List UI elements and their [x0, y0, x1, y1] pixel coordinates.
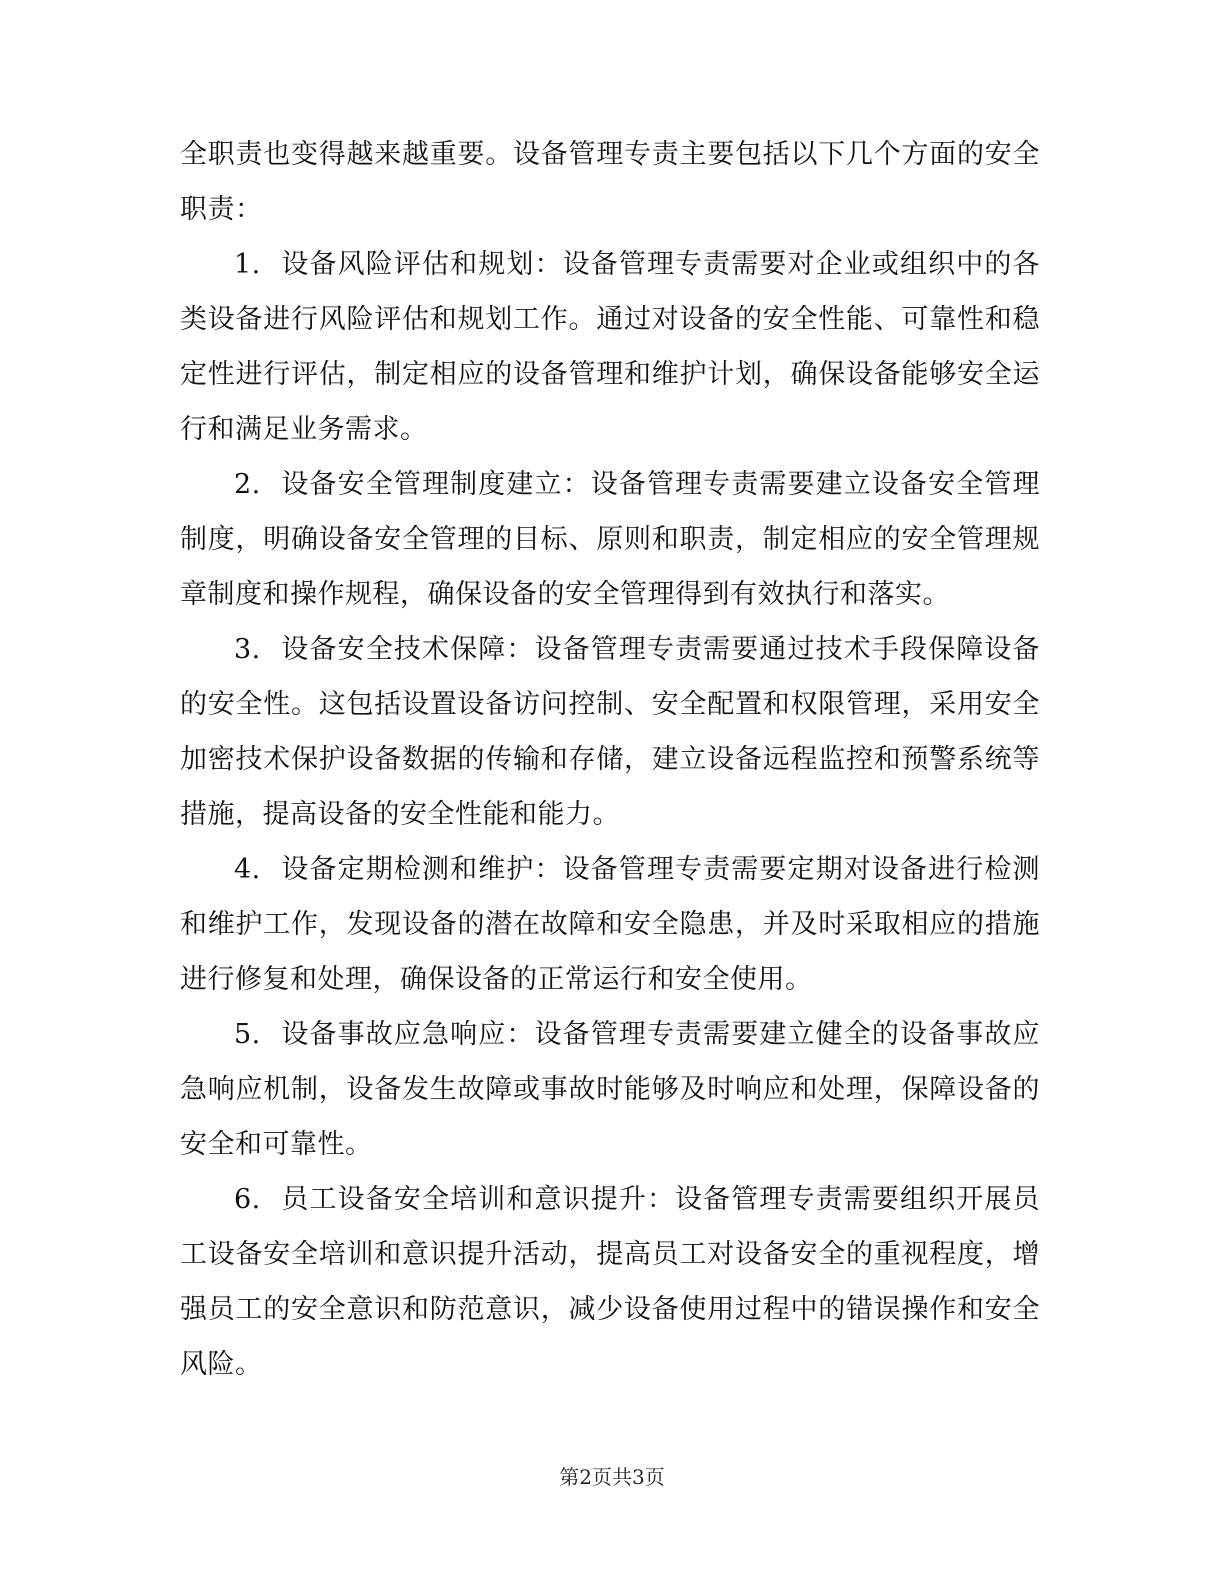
item-text: 设备事故应急响应：设备管理专责需要建立健全的设备事故应急响应机制，设备发生故障或事故时能够及时响应和处理，保障设备的安全和可靠性。 — [180, 1019, 1040, 1160]
intro-paragraph: 全职责也变得越来越重要。设备管理专责主要包括以下几个方面的安全职责： — [180, 139, 1040, 225]
item-text: 设备定期检测和维护：设备管理专责需要定期对设备进行检测和维护工作，发现设备的潜在故障和安全隐患，并及时采取相应的措施进行修复和处理，确保设备的正常运行和安全使用。 — [180, 854, 1040, 995]
document-body — [180, 127, 1040, 1392]
item-text: 设备风险评估和规划：设备管理专责需要对企业或组织中的各类设备进行风险评估和规划工作。通过对设备的安全性能、可靠性和稳定性进行评估，制定相应的设备管理和维护计划，确保设备能够安全运行和满足业务需求。 — [180, 249, 1040, 445]
item-number: 4. — [234, 854, 261, 885]
item-number: 2. — [234, 469, 261, 500]
list-item — [180, 1172, 1040, 1392]
item-text: 设备安全管理制度建立：设备管理专责需要建立设备安全管理制度，明确设备安全管理的目标、原则和职责，制定相应的安全管理规章制度和操作规程，确保设备的安全管理得到有效执行和落实。 — [180, 469, 1040, 610]
list-item — [180, 457, 1040, 622]
item-text: 设备安全技术保障：设备管理专责需要通过技术手段保障设备的安全性。这包括设置设备访问控制、安全配置和权限管理，采用安全加密技术保护设备数据的传输和存储，建立设备远程监控和预警系统等措施，提高设备的安全性能和能力。 — [180, 634, 1040, 830]
item-number: 6. — [234, 1184, 261, 1215]
page-number-footer: 第2页共3页 — [559, 1465, 665, 1489]
list-item — [180, 237, 1040, 457]
list-item — [180, 1007, 1040, 1172]
list-item — [180, 842, 1040, 1007]
item-text: 员工设备安全培训和意识提升：设备管理专责需要组织开展员工设备安全培训和意识提升活动，提高员工对设备安全的重视程度，增强员工的安全意识和防范意识，减少设备使用过程中的错误操作和安全风险。 — [180, 1184, 1040, 1380]
list-item — [180, 622, 1040, 842]
item-number: 1. — [234, 249, 261, 280]
item-number: 3. — [234, 634, 261, 665]
item-number: 5. — [234, 1019, 261, 1050]
